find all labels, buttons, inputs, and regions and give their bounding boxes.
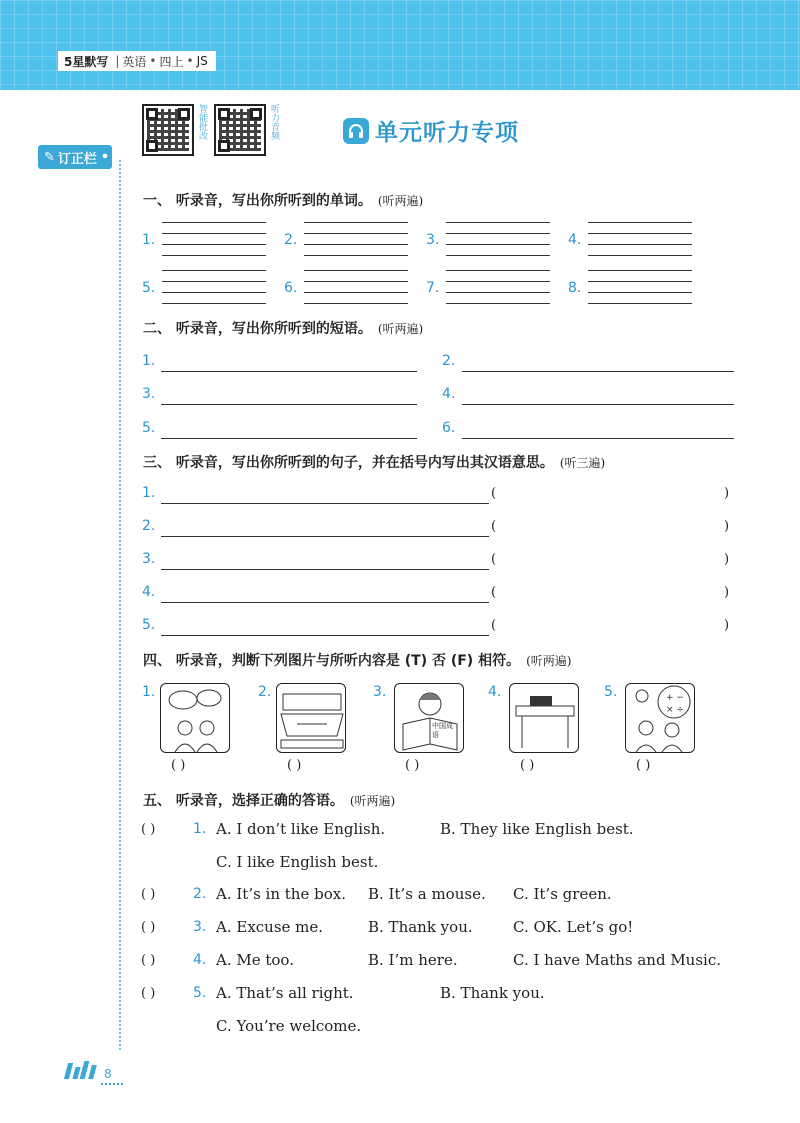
- item-number: 1.: [142, 684, 156, 700]
- answer-blank[interactable]: ( ): [520, 758, 535, 773]
- picture-5-maths-class: [625, 683, 695, 753]
- four-line-writing-area[interactable]: [588, 222, 692, 255]
- item-number: 4.: [488, 684, 502, 700]
- headphones-icon: [343, 118, 369, 144]
- answer-line[interactable]: [161, 438, 417, 439]
- four-line-writing-area[interactable]: [588, 270, 692, 303]
- picture-4-desk: [509, 683, 579, 753]
- item-number: 8.: [568, 280, 582, 296]
- answer-line[interactable]: [161, 404, 417, 405]
- page-title: 单元听力专项: [343, 114, 519, 147]
- translation-paren-close: ): [724, 552, 730, 567]
- option-c: C. OK. Let’s go!: [513, 918, 634, 936]
- item-number: 5.: [142, 280, 156, 296]
- item-number: 4.: [568, 232, 582, 248]
- answer-line[interactable]: [462, 438, 734, 439]
- item-number: 3.: [426, 232, 440, 248]
- subject: 英语: [122, 54, 147, 69]
- sentence-answer-line[interactable]: [161, 569, 489, 570]
- item-number: 6.: [284, 280, 298, 296]
- series-tag: 5星默写 | 英语 • 四上 • JS: [58, 51, 216, 71]
- item-number: 2.: [284, 232, 298, 248]
- four-line-writing-area[interactable]: [304, 222, 408, 255]
- option-c: C. I have Maths and Music.: [513, 951, 722, 969]
- item-number: 5.: [604, 684, 618, 700]
- translation-paren-close: ): [724, 618, 730, 633]
- item-number: 3.: [373, 684, 387, 700]
- item-number: 1.: [193, 821, 207, 837]
- item-number: 5.: [193, 985, 207, 1001]
- correction-column-tag: ✎ 订正栏 •: [38, 145, 112, 169]
- translation-input[interactable]: [502, 551, 720, 571]
- sentence-answer-line[interactable]: [161, 536, 489, 537]
- brand-name: 5星默写: [64, 54, 109, 69]
- translation-paren-open: (: [491, 552, 497, 567]
- item-number: 7.: [426, 280, 440, 296]
- translation-paren-close: ): [724, 585, 730, 600]
- answer-blank[interactable]: ( ): [141, 822, 156, 837]
- pencil-icon: ✎: [44, 149, 55, 165]
- item-number: 6.: [442, 420, 456, 436]
- option-a: A. That’s all right.: [216, 984, 354, 1002]
- option-a: A. Excuse me.: [216, 918, 324, 936]
- sentence-answer-line[interactable]: [161, 503, 489, 504]
- item-number: 2.: [193, 886, 207, 902]
- item-number: 4.: [193, 952, 207, 968]
- answer-blank[interactable]: ( ): [141, 986, 156, 1001]
- translation-input[interactable]: [502, 518, 720, 538]
- svg-text:+ −: + −: [666, 693, 684, 703]
- option-b: B. Thank you.: [368, 918, 473, 936]
- item-number: 3.: [193, 919, 207, 935]
- picture-2-playground: [276, 683, 346, 753]
- item-number: 3.: [142, 551, 156, 567]
- option-b: B. It’s a mouse.: [368, 885, 486, 903]
- option-a: A. It’s in the box.: [216, 885, 346, 903]
- answer-blank[interactable]: ( ): [405, 758, 420, 773]
- header-band: [0, 0, 800, 90]
- qr-label-correction: 智能批改: [197, 104, 207, 140]
- option-c: C. You’re welcome.: [216, 1017, 362, 1035]
- translation-input[interactable]: [502, 485, 720, 505]
- four-line-writing-area[interactable]: [162, 222, 266, 255]
- translation-paren-open: (: [491, 486, 497, 501]
- four-line-writing-area[interactable]: [446, 270, 550, 303]
- translation-paren-open: (: [491, 618, 497, 633]
- translation-paren-close: ): [724, 486, 730, 501]
- section-2-title: 二、 听录音，写出你所听到的短语。 (听两遍): [143, 321, 424, 337]
- answer-line[interactable]: [161, 371, 417, 372]
- option-b: B. Thank you.: [440, 984, 545, 1002]
- translation-input[interactable]: [502, 584, 720, 604]
- translation-input[interactable]: [502, 617, 720, 637]
- qr-label-audio: 听力音频: [269, 104, 279, 140]
- answer-line[interactable]: [462, 404, 734, 405]
- grade: 四上: [159, 54, 184, 69]
- svg-text:× ÷: × ÷: [666, 705, 684, 715]
- item-number: 1.: [142, 232, 156, 248]
- item-number: 4.: [442, 386, 456, 402]
- item-number: 2.: [442, 353, 456, 369]
- answer-blank[interactable]: ( ): [141, 953, 156, 968]
- translation-paren-open: (: [491, 519, 497, 534]
- edition: JS: [196, 54, 208, 68]
- item-number: 2.: [142, 518, 156, 534]
- sentence-answer-line[interactable]: [161, 602, 489, 603]
- sentence-answer-line[interactable]: [161, 635, 489, 636]
- translation-paren-close: ): [724, 519, 730, 534]
- item-number: 5.: [142, 420, 156, 436]
- picture-1-friends-talking: [160, 683, 230, 753]
- option-c: C. I like English best.: [216, 853, 379, 871]
- four-line-writing-area[interactable]: [162, 270, 266, 303]
- option-c: C. It’s green.: [513, 885, 612, 903]
- answer-line[interactable]: [462, 371, 734, 372]
- item-number: 3.: [142, 386, 156, 402]
- section-4-title: 四、 听录音，判断下列图片与所听内容是 (T) 否 (F) 相符。 (听两遍): [143, 653, 572, 669]
- option-b: B. They like English best.: [440, 820, 634, 838]
- section-1-title: 一、 听录音，写出你所听到的单词。 (听两遍): [143, 193, 424, 209]
- item-number: 1.: [142, 353, 156, 369]
- translation-paren-open: (: [491, 585, 497, 600]
- four-line-writing-area[interactable]: [304, 270, 408, 303]
- option-a: A. I don’t like English.: [216, 820, 386, 838]
- section-3-title: 三、 听录音，写出你所听到的句子，并在括号内写出其汉语意思。 (听三遍): [143, 455, 606, 471]
- correction-column-divider: [119, 160, 121, 1050]
- answer-blank[interactable]: ( ): [636, 758, 651, 773]
- answer-blank[interactable]: ( ): [171, 758, 186, 773]
- book-cover-text: 中国成语: [432, 722, 453, 739]
- item-number: 1.: [142, 485, 156, 501]
- answer-blank[interactable]: ( ): [141, 887, 156, 902]
- answer-blank[interactable]: ( ): [287, 758, 302, 773]
- picture-3-reading-book: [394, 683, 464, 753]
- page-number: 8: [104, 1067, 112, 1081]
- section-5-title: 五、 听录音，选择正确的答语。 (听两遍): [143, 793, 396, 809]
- option-b: B. I’m here.: [368, 951, 458, 969]
- option-a: A. Me too.: [216, 951, 294, 969]
- qr-code-correction[interactable]: [142, 104, 194, 156]
- item-number: 2.: [258, 684, 272, 700]
- item-number: 4.: [142, 584, 156, 600]
- four-line-writing-area[interactable]: [446, 222, 550, 255]
- footer-books-icon: [66, 1063, 95, 1079]
- qr-code-audio[interactable]: [214, 104, 266, 156]
- answer-blank[interactable]: ( ): [141, 920, 156, 935]
- item-number: 5.: [142, 617, 156, 633]
